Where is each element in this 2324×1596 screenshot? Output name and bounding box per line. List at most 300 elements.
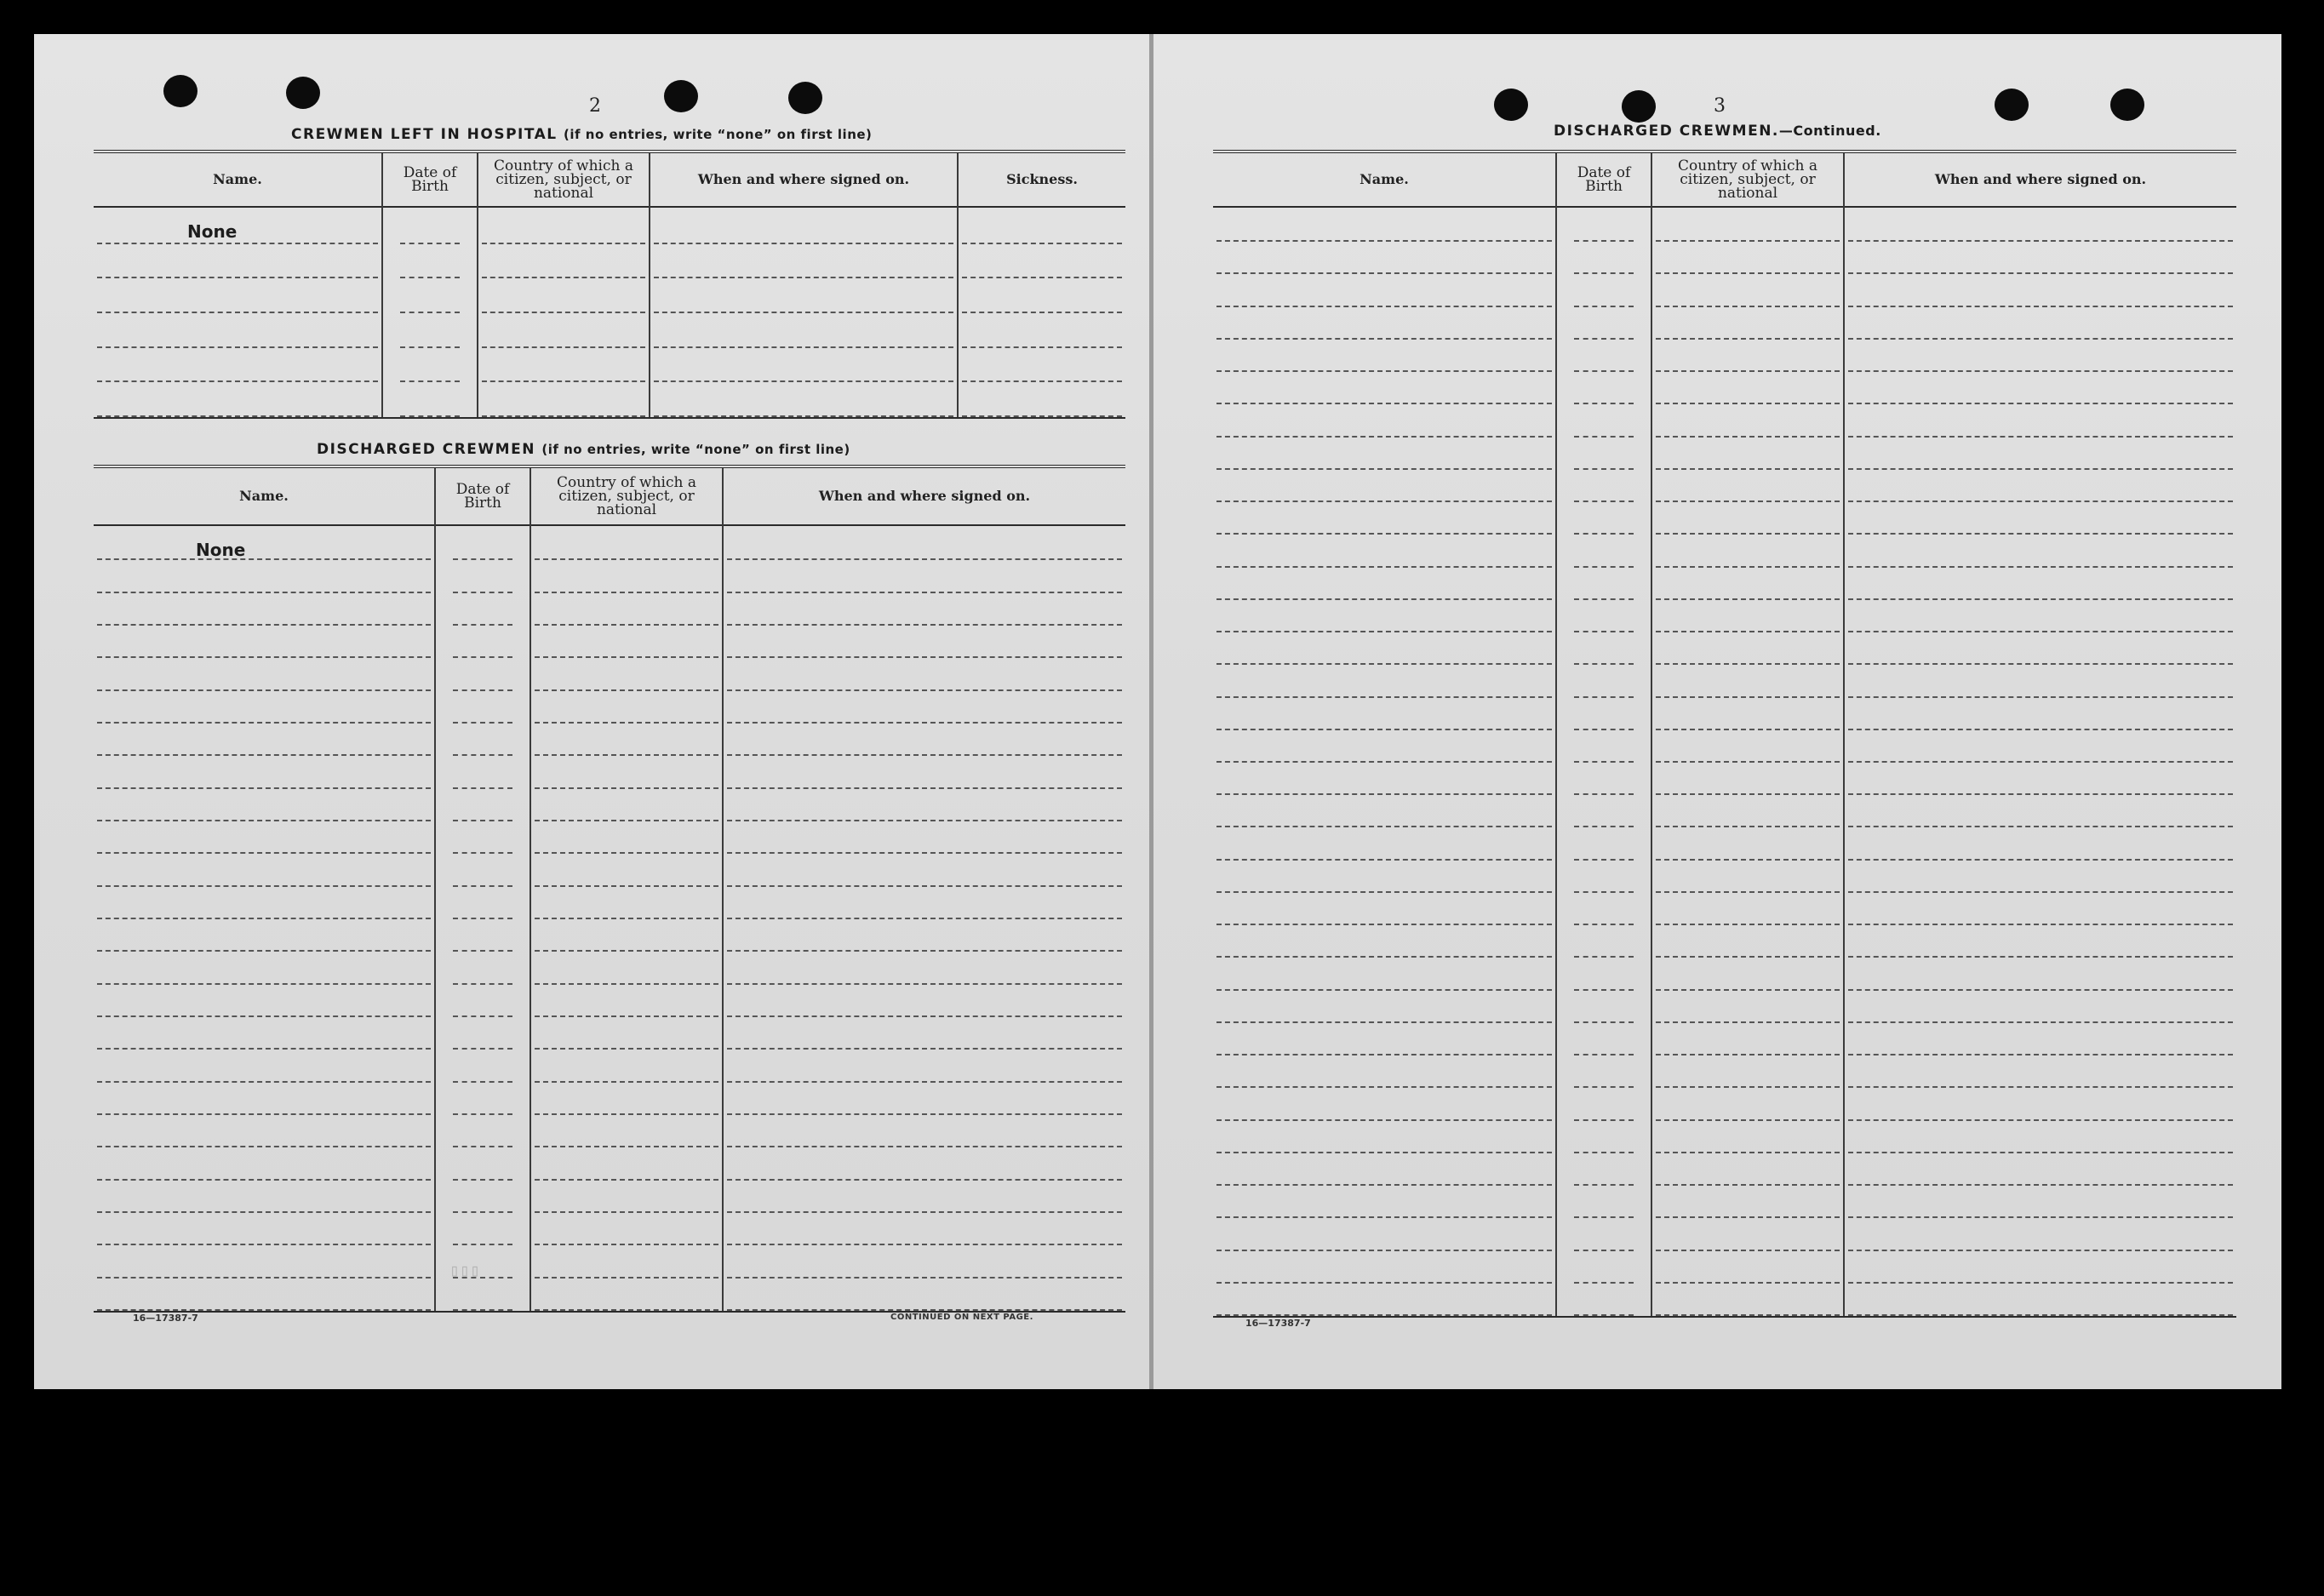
ruled-line — [1656, 793, 1840, 795]
ruled-line — [1216, 598, 1552, 600]
ruled-line — [535, 558, 718, 560]
col-header-dob: Date of Birth — [383, 153, 477, 208]
ruled-line — [535, 722, 718, 724]
ruled-line — [1656, 1086, 1840, 1088]
ruled-line — [1574, 793, 1634, 795]
ruled-line — [727, 689, 1122, 691]
col-signed-on — [650, 153, 959, 417]
ruled-line — [1216, 1184, 1552, 1186]
ruled-line — [1656, 1054, 1840, 1055]
ruled-line — [1656, 306, 1840, 307]
ruled-line — [97, 1179, 431, 1181]
ruled-line — [1574, 826, 1634, 827]
ruled-line — [1574, 240, 1634, 242]
ruled-line — [1574, 1021, 1634, 1023]
ruled-line — [654, 277, 953, 278]
discharged-title-note: (if no entries, write “none” on first line) — [541, 442, 850, 457]
ruled-line — [535, 1015, 718, 1017]
ruled-line — [1848, 956, 2233, 958]
continued-label: —Continued. — [1778, 123, 1881, 139]
ruled-line — [1656, 924, 1840, 925]
right-page — [1153, 34, 2281, 1389]
ruled-line — [1848, 989, 2233, 991]
ruled-line — [453, 885, 512, 887]
ruled-line — [482, 277, 645, 278]
ruled-line — [654, 243, 953, 244]
ruled-line — [1574, 663, 1634, 665]
ruled-line — [535, 1211, 718, 1213]
ruled-line — [1656, 859, 1840, 861]
ruled-line — [453, 852, 512, 854]
ruled-line — [1574, 1184, 1634, 1186]
col-header-dob: Date of Birth — [436, 468, 529, 526]
ruled-line — [1848, 370, 2233, 372]
ruled-line — [453, 1146, 512, 1147]
ruled-line — [1574, 1314, 1634, 1316]
col-name — [94, 468, 436, 1311]
ruled-line — [1574, 403, 1634, 404]
ruled-line — [1216, 1086, 1552, 1088]
ruled-line — [535, 1048, 718, 1050]
ruled-lines — [383, 209, 477, 417]
ruled-line — [1574, 1119, 1634, 1121]
ruled-line — [97, 722, 431, 724]
ruled-line — [97, 277, 378, 278]
ruled-line — [727, 592, 1122, 593]
ruled-line — [97, 243, 378, 244]
ruled-lines — [1557, 209, 1651, 1316]
ruled-line — [1848, 696, 2233, 698]
ruled-line — [1656, 598, 1840, 600]
ruled-line — [1656, 1314, 1840, 1316]
ruled-line — [1656, 956, 1840, 958]
ruled-line — [535, 852, 718, 854]
ruled-line — [97, 624, 431, 626]
ruled-line — [1656, 1152, 1840, 1153]
punch-hole — [664, 80, 698, 112]
ruled-line — [1656, 533, 1840, 535]
continued-note: CONTINUED ON NEXT PAGE. — [890, 1313, 1033, 1322]
ruled-line — [453, 950, 512, 952]
ruled-line — [97, 1244, 431, 1245]
ruled-line — [727, 754, 1122, 756]
ruled-line — [962, 277, 1122, 278]
col-dob — [1557, 153, 1652, 1316]
ruled-line — [1216, 501, 1552, 502]
col-header-name: Name. — [94, 153, 381, 208]
ruled-line — [1848, 761, 2233, 763]
ruled-lines — [1652, 209, 1843, 1316]
ruled-line — [97, 1211, 431, 1213]
ruled-line — [1574, 761, 1634, 763]
ruled-line — [1574, 501, 1634, 502]
ruled-line — [1848, 1250, 2233, 1251]
ruled-line — [1216, 1282, 1552, 1284]
ruled-line — [962, 312, 1122, 313]
form-number: 16—17387-7 — [133, 1313, 198, 1324]
ruled-line — [1848, 468, 2233, 470]
ruled-line — [1216, 272, 1552, 274]
ruled-line — [1656, 370, 1840, 372]
ruled-line — [1656, 729, 1840, 730]
ruled-lines — [724, 528, 1125, 1311]
col-name — [1213, 153, 1557, 1316]
ruled-line — [1848, 338, 2233, 340]
ruled-line — [535, 592, 718, 593]
ruled-line — [535, 689, 718, 691]
ruled-line — [97, 312, 378, 313]
ruled-line — [453, 592, 512, 593]
ruled-line — [97, 558, 431, 560]
ruled-line — [962, 243, 1122, 244]
ruled-line — [727, 1179, 1122, 1181]
hospital-title-text: CREWMEN LEFT IN HOSPITAL — [291, 126, 558, 143]
ruled-line — [1216, 1216, 1552, 1218]
ruled-line — [1848, 1119, 2233, 1121]
ruled-line — [97, 787, 431, 789]
ruled-line — [727, 656, 1122, 658]
col-header-name: Name. — [1213, 153, 1555, 208]
ruled-lines — [959, 209, 1125, 417]
ruled-line — [1848, 826, 2233, 827]
ruled-lines — [94, 528, 434, 1311]
ruled-line — [1216, 566, 1552, 568]
ruled-line — [1574, 598, 1634, 600]
discharged-table — [94, 465, 1125, 1313]
ruled-lines — [1845, 209, 2236, 1316]
ruled-line — [1848, 566, 2233, 568]
ruled-line — [535, 885, 718, 887]
ruled-line — [1656, 240, 1840, 242]
ruled-line — [1216, 370, 1552, 372]
hospital-section-title — [291, 126, 872, 143]
ruled-line — [1848, 1282, 2233, 1284]
col-header-country: Country of which a citizen, subject, or national — [478, 153, 649, 208]
ruled-line — [1656, 891, 1840, 893]
col-signed-on — [724, 468, 1125, 1311]
ruled-line — [962, 346, 1122, 348]
ruled-line — [727, 1309, 1122, 1311]
bleed-through-mark: ▯▯▯ — [449, 1260, 481, 1280]
ruled-line — [962, 415, 1122, 417]
ruled-line — [453, 918, 512, 919]
ruled-line — [1574, 729, 1634, 730]
ruled-line — [1848, 272, 2233, 274]
ruled-line — [453, 1179, 512, 1181]
ruled-line — [727, 918, 1122, 919]
ruled-line — [654, 415, 953, 417]
ruled-line — [1216, 696, 1552, 698]
ruled-line — [727, 1081, 1122, 1083]
ruled-line — [97, 1146, 431, 1147]
col-header-country: Country of which a citizen, subject, or national — [1652, 153, 1843, 208]
ruled-line — [453, 1309, 512, 1311]
ruled-line — [1216, 1152, 1552, 1153]
ruled-line — [1848, 436, 2233, 438]
ruled-line — [1574, 956, 1634, 958]
ruled-line — [453, 754, 512, 756]
ruled-line — [1848, 1314, 2233, 1316]
ruled-line — [1656, 1119, 1840, 1121]
left-page — [34, 34, 1149, 1389]
ruled-line — [1216, 891, 1552, 893]
ruled-line — [1216, 729, 1552, 730]
ruled-line — [1574, 696, 1634, 698]
ruled-line — [1656, 436, 1840, 438]
ruled-line — [1216, 761, 1552, 763]
ruled-line — [1848, 631, 2233, 632]
ruled-line — [535, 754, 718, 756]
ruled-line — [727, 624, 1122, 626]
ruled-line — [97, 380, 378, 382]
ruled-line — [453, 624, 512, 626]
col-header-signed-on: When and where signed on. — [1845, 153, 2236, 208]
ruled-line — [1848, 306, 2233, 307]
page-number: 3 — [1714, 95, 1726, 117]
ruled-line — [1574, 859, 1634, 861]
ruled-line — [97, 689, 431, 691]
ruled-line — [1216, 403, 1552, 404]
punch-hole — [2110, 89, 2144, 121]
ruled-line — [1216, 468, 1552, 470]
ruled-line — [1656, 501, 1840, 502]
ruled-line — [535, 918, 718, 919]
col-header-sickness: Sickness. — [959, 153, 1125, 208]
ruled-line — [1216, 956, 1552, 958]
ruled-line — [727, 1015, 1122, 1017]
ruled-line — [1574, 989, 1634, 991]
punch-hole — [788, 82, 822, 114]
ruled-line — [400, 380, 460, 382]
ruled-line — [97, 950, 431, 952]
hospital-table — [94, 150, 1125, 419]
ruled-line — [400, 277, 460, 278]
ruled-line — [727, 1048, 1122, 1050]
ruled-line — [482, 346, 645, 348]
ruled-line — [1574, 1086, 1634, 1088]
ruled-line — [1656, 468, 1840, 470]
punch-hole — [1622, 90, 1656, 123]
ruled-line — [654, 346, 953, 348]
ruled-line — [1848, 1086, 2233, 1088]
ruled-line — [1848, 859, 2233, 861]
ruled-line — [1216, 1054, 1552, 1055]
ruled-line — [1656, 696, 1840, 698]
ruled-line — [1848, 1054, 2233, 1055]
punch-hole — [286, 77, 320, 109]
ruled-line — [727, 950, 1122, 952]
section-title-text: DISCHARGED CREWMEN. — [1554, 123, 1779, 140]
ruled-line — [727, 852, 1122, 854]
ruled-line — [535, 1244, 718, 1245]
ruled-line — [1216, 338, 1552, 340]
col-country — [531, 468, 724, 1311]
ruled-line — [535, 1113, 718, 1115]
ruled-line — [400, 346, 460, 348]
punch-hole — [1995, 89, 2029, 121]
ruled-line — [1216, 1250, 1552, 1251]
ruled-lines — [1213, 209, 1555, 1316]
ruled-line — [1216, 1119, 1552, 1121]
ruled-line — [654, 380, 953, 382]
ruled-line — [1656, 566, 1840, 568]
ruled-line — [1848, 533, 2233, 535]
ruled-line — [1656, 403, 1840, 404]
col-sickness — [959, 153, 1125, 417]
ruled-line — [97, 754, 431, 756]
ruled-line — [400, 312, 460, 313]
ruled-line — [97, 1015, 431, 1017]
ruled-line — [1574, 468, 1634, 470]
col-signed-on — [1845, 153, 2236, 1316]
punch-hole — [163, 75, 197, 107]
ruled-line — [1574, 1282, 1634, 1284]
ruled-line — [1656, 1216, 1840, 1218]
ruled-line — [727, 1277, 1122, 1279]
ruled-line — [1216, 826, 1552, 827]
ruled-line — [1848, 1216, 2233, 1218]
col-dob — [383, 153, 478, 417]
ruled-line — [97, 918, 431, 919]
ruled-line — [1216, 306, 1552, 307]
col-header-signed-on: When and where signed on. — [650, 153, 957, 208]
ruled-line — [1656, 663, 1840, 665]
ruled-line — [727, 983, 1122, 985]
ruled-line — [482, 380, 645, 382]
hospital-title-note: (if no entries, write “none” on first line) — [564, 127, 873, 142]
col-name — [94, 153, 383, 417]
ruled-line — [482, 243, 645, 244]
col-dob — [436, 468, 531, 1311]
ruled-line — [453, 1211, 512, 1213]
col-country — [1652, 153, 1845, 1316]
ruled-line — [1574, 1054, 1634, 1055]
ruled-line — [1216, 240, 1552, 242]
ruled-line — [97, 1113, 431, 1115]
ruled-line — [1848, 501, 2233, 502]
ruled-line — [535, 1309, 718, 1311]
ruled-line — [97, 346, 378, 348]
ruled-line — [535, 1146, 718, 1147]
ruled-line — [727, 1113, 1122, 1115]
form-number: 16—17387-7 — [1245, 1318, 1311, 1329]
ruled-line — [1216, 631, 1552, 632]
ruled-line — [97, 656, 431, 658]
ruled-line — [727, 787, 1122, 789]
ruled-line — [535, 820, 718, 821]
ruled-line — [535, 1179, 718, 1181]
ruled-line — [97, 415, 378, 417]
discharged-continued-table — [1213, 150, 2236, 1318]
col-header-signed-on: When and where signed on. — [724, 468, 1125, 526]
ruled-line — [1656, 1184, 1840, 1186]
ruled-line — [453, 983, 512, 985]
ruled-line — [1848, 924, 2233, 925]
ruled-line — [1848, 240, 2233, 242]
page-number: 2 — [589, 95, 601, 117]
ruled-line — [1848, 598, 2233, 600]
ruled-line — [453, 1081, 512, 1083]
ruled-lines — [436, 528, 529, 1311]
ruled-line — [1574, 1152, 1634, 1153]
ruled-line — [1848, 403, 2233, 404]
ruled-lines — [478, 209, 649, 417]
ruled-line — [400, 243, 460, 244]
ruled-line — [535, 787, 718, 789]
ruled-line — [1848, 1184, 2233, 1186]
ruled-line — [1848, 729, 2233, 730]
ruled-line — [1216, 1314, 1552, 1316]
ruled-line — [1216, 924, 1552, 925]
ruled-line — [1848, 663, 2233, 665]
ruled-line — [1656, 989, 1840, 991]
ruled-line — [453, 1244, 512, 1245]
ruled-line — [97, 1048, 431, 1050]
ruled-line — [453, 689, 512, 691]
ruled-lines — [531, 528, 722, 1311]
ruled-line — [1574, 370, 1634, 372]
ruled-line — [453, 722, 512, 724]
ruled-line — [1216, 793, 1552, 795]
ruled-line — [654, 312, 953, 313]
ruled-line — [727, 1211, 1122, 1213]
ruled-line — [1574, 338, 1634, 340]
ruled-line — [1574, 436, 1634, 438]
ruled-line — [1216, 859, 1552, 861]
ruled-line — [1574, 306, 1634, 307]
ruled-line — [1574, 533, 1634, 535]
ruled-line — [1656, 1250, 1840, 1251]
ruled-line — [97, 592, 431, 593]
ruled-line — [1848, 1021, 2233, 1023]
ruled-line — [453, 787, 512, 789]
col-country — [478, 153, 650, 417]
ruled-line — [453, 558, 512, 560]
ruled-line — [1574, 272, 1634, 274]
ruled-line — [1574, 924, 1634, 925]
ruled-line — [962, 380, 1122, 382]
ruled-lines — [94, 209, 381, 417]
ruled-line — [1216, 989, 1552, 991]
ruled-line — [1656, 272, 1840, 274]
ruled-line — [1848, 1152, 2233, 1153]
ruled-line — [453, 1015, 512, 1017]
ruled-line — [1574, 1250, 1634, 1251]
ruled-line — [97, 885, 431, 887]
ruled-line — [400, 415, 460, 417]
ruled-line — [97, 1277, 431, 1279]
ruled-line — [1574, 1216, 1634, 1218]
hospital-entry: None — [187, 221, 238, 242]
ruled-line — [535, 950, 718, 952]
ruled-lines — [650, 209, 957, 417]
ruled-line — [727, 1146, 1122, 1147]
ruled-line — [535, 1081, 718, 1083]
ruled-line — [535, 983, 718, 985]
ruled-line — [1574, 631, 1634, 632]
ruled-line — [1216, 663, 1552, 665]
ruled-line — [97, 1081, 431, 1083]
ruled-line — [97, 852, 431, 854]
discharged-title-text: DISCHARGED CREWMEN — [317, 441, 535, 458]
ruled-line — [1656, 1021, 1840, 1023]
ruled-line — [453, 656, 512, 658]
ruled-line — [1656, 826, 1840, 827]
discharged-section-title — [317, 441, 850, 458]
ruled-line — [97, 820, 431, 821]
ruled-line — [1656, 631, 1840, 632]
ruled-line — [1216, 436, 1552, 438]
